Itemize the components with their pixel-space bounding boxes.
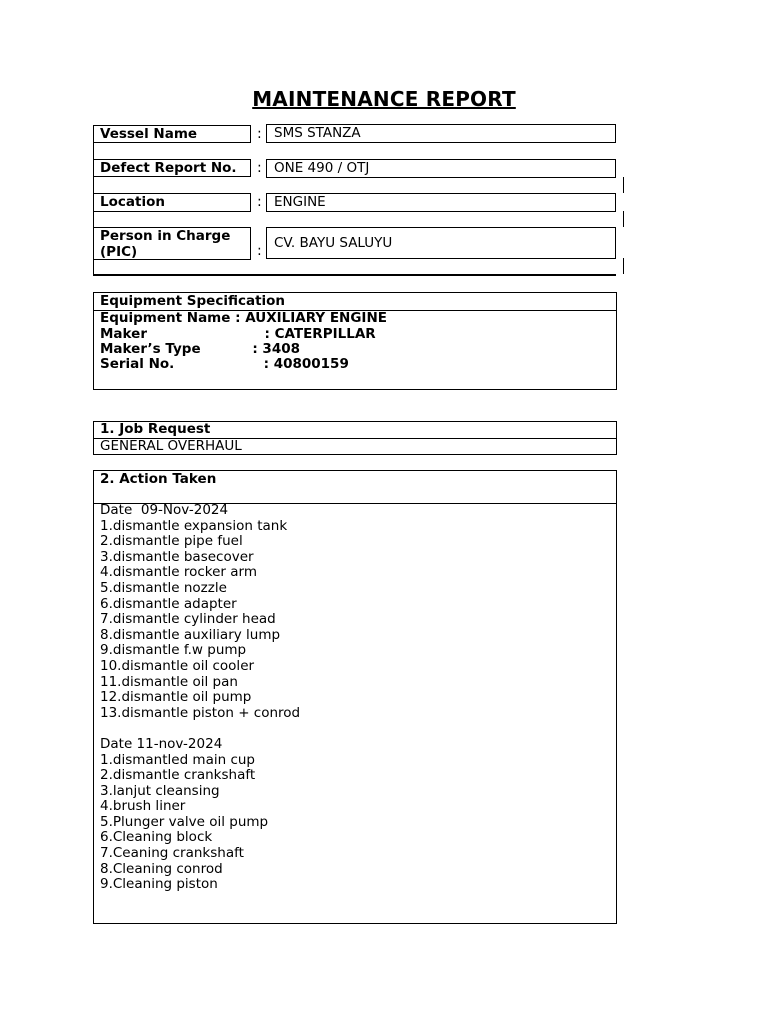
vessel-name-label: Vessel Name [93,125,251,143]
defect-report-colon: : [257,160,262,176]
action-item: 8.dismantle auxiliary lump [100,626,281,643]
action-item: 2.dismantle crankshaft [100,767,256,784]
equipment-spec-box [93,310,617,390]
report-title: MAINTENANCE REPORT [252,87,516,111]
action-item: 13.dismantle piston + conrod [100,704,301,721]
action-item: 5.dismantle nozzle [100,579,227,596]
action-item: 11.dismantle oil pan [100,673,238,690]
action-item: 7.Ceaning crankshaft [100,845,244,862]
location-label: Location [93,193,251,212]
frame-tick-mark [623,258,624,274]
action-item: 10.dismantle oil cooler [100,657,255,674]
location-value: ENGINE [266,193,616,212]
action-date: Date 09-Nov-2024 [100,502,229,518]
equipment-name-line: Equipment Name : AUXILIARY ENGINE [100,310,387,326]
pic-value: CV. BAYU SALUYU [266,227,616,259]
frame-tick-mark [623,211,624,227]
action-item: 6.dismantle adapter [100,595,237,612]
action-item: 9.dismantle f.w pump [100,642,247,659]
location-colon: : [257,194,262,210]
action-item: 3.dismantle basecover [100,548,254,565]
job-request-value: GENERAL OVERHAUL [93,438,617,455]
vessel-name-colon: : [257,126,262,142]
action-item: 8.Cleaning conrod [100,860,223,877]
vessel-name-value: SMS STANZA [266,124,616,143]
action-item: 1.dismantled main cup [100,751,255,768]
pic-colon: : [257,243,262,259]
action-item: 3.lanjut cleansing [100,782,220,799]
action-item: 4.dismantle rocker arm [100,564,258,581]
job-request-heading: 1. Job Request [93,421,617,439]
equipment-spec-heading: Equipment Specification [93,292,617,311]
defect-report-value: ONE 490 / OTJ [266,159,616,178]
serial-no-line: Serial No. : 40800159 [100,356,349,372]
maker-line: Maker : CATERPILLAR [100,326,376,342]
action-item: 7.dismantle cylinder head [100,611,276,628]
action-item: 9.Cleaning piston [100,876,218,893]
action-taken-heading: 2. Action Taken [93,470,617,504]
action-item: 6.Cleaning block [100,829,213,846]
makers-type-line: Maker’s Type : 3408 [100,341,301,357]
header-frame-bottom-border [93,274,616,276]
pic-label: Person in Charge (PIC) [93,227,251,260]
action-item: 1.dismantle expansion tank [100,517,288,534]
defect-report-label: Defect Report No. [93,159,251,177]
frame-tick-mark [623,177,624,193]
action-taken-box [93,503,617,924]
action-date: Date 11-nov-2024 [100,735,223,752]
action-group-spacer [100,721,616,737]
action-item: 12.dismantle oil pump [100,689,252,706]
action-item: 2.dismantle pipe fuel [100,533,243,550]
action-item: 4.brush liner [100,798,186,815]
action-item: 5.Plunger valve oil pump [100,813,269,830]
